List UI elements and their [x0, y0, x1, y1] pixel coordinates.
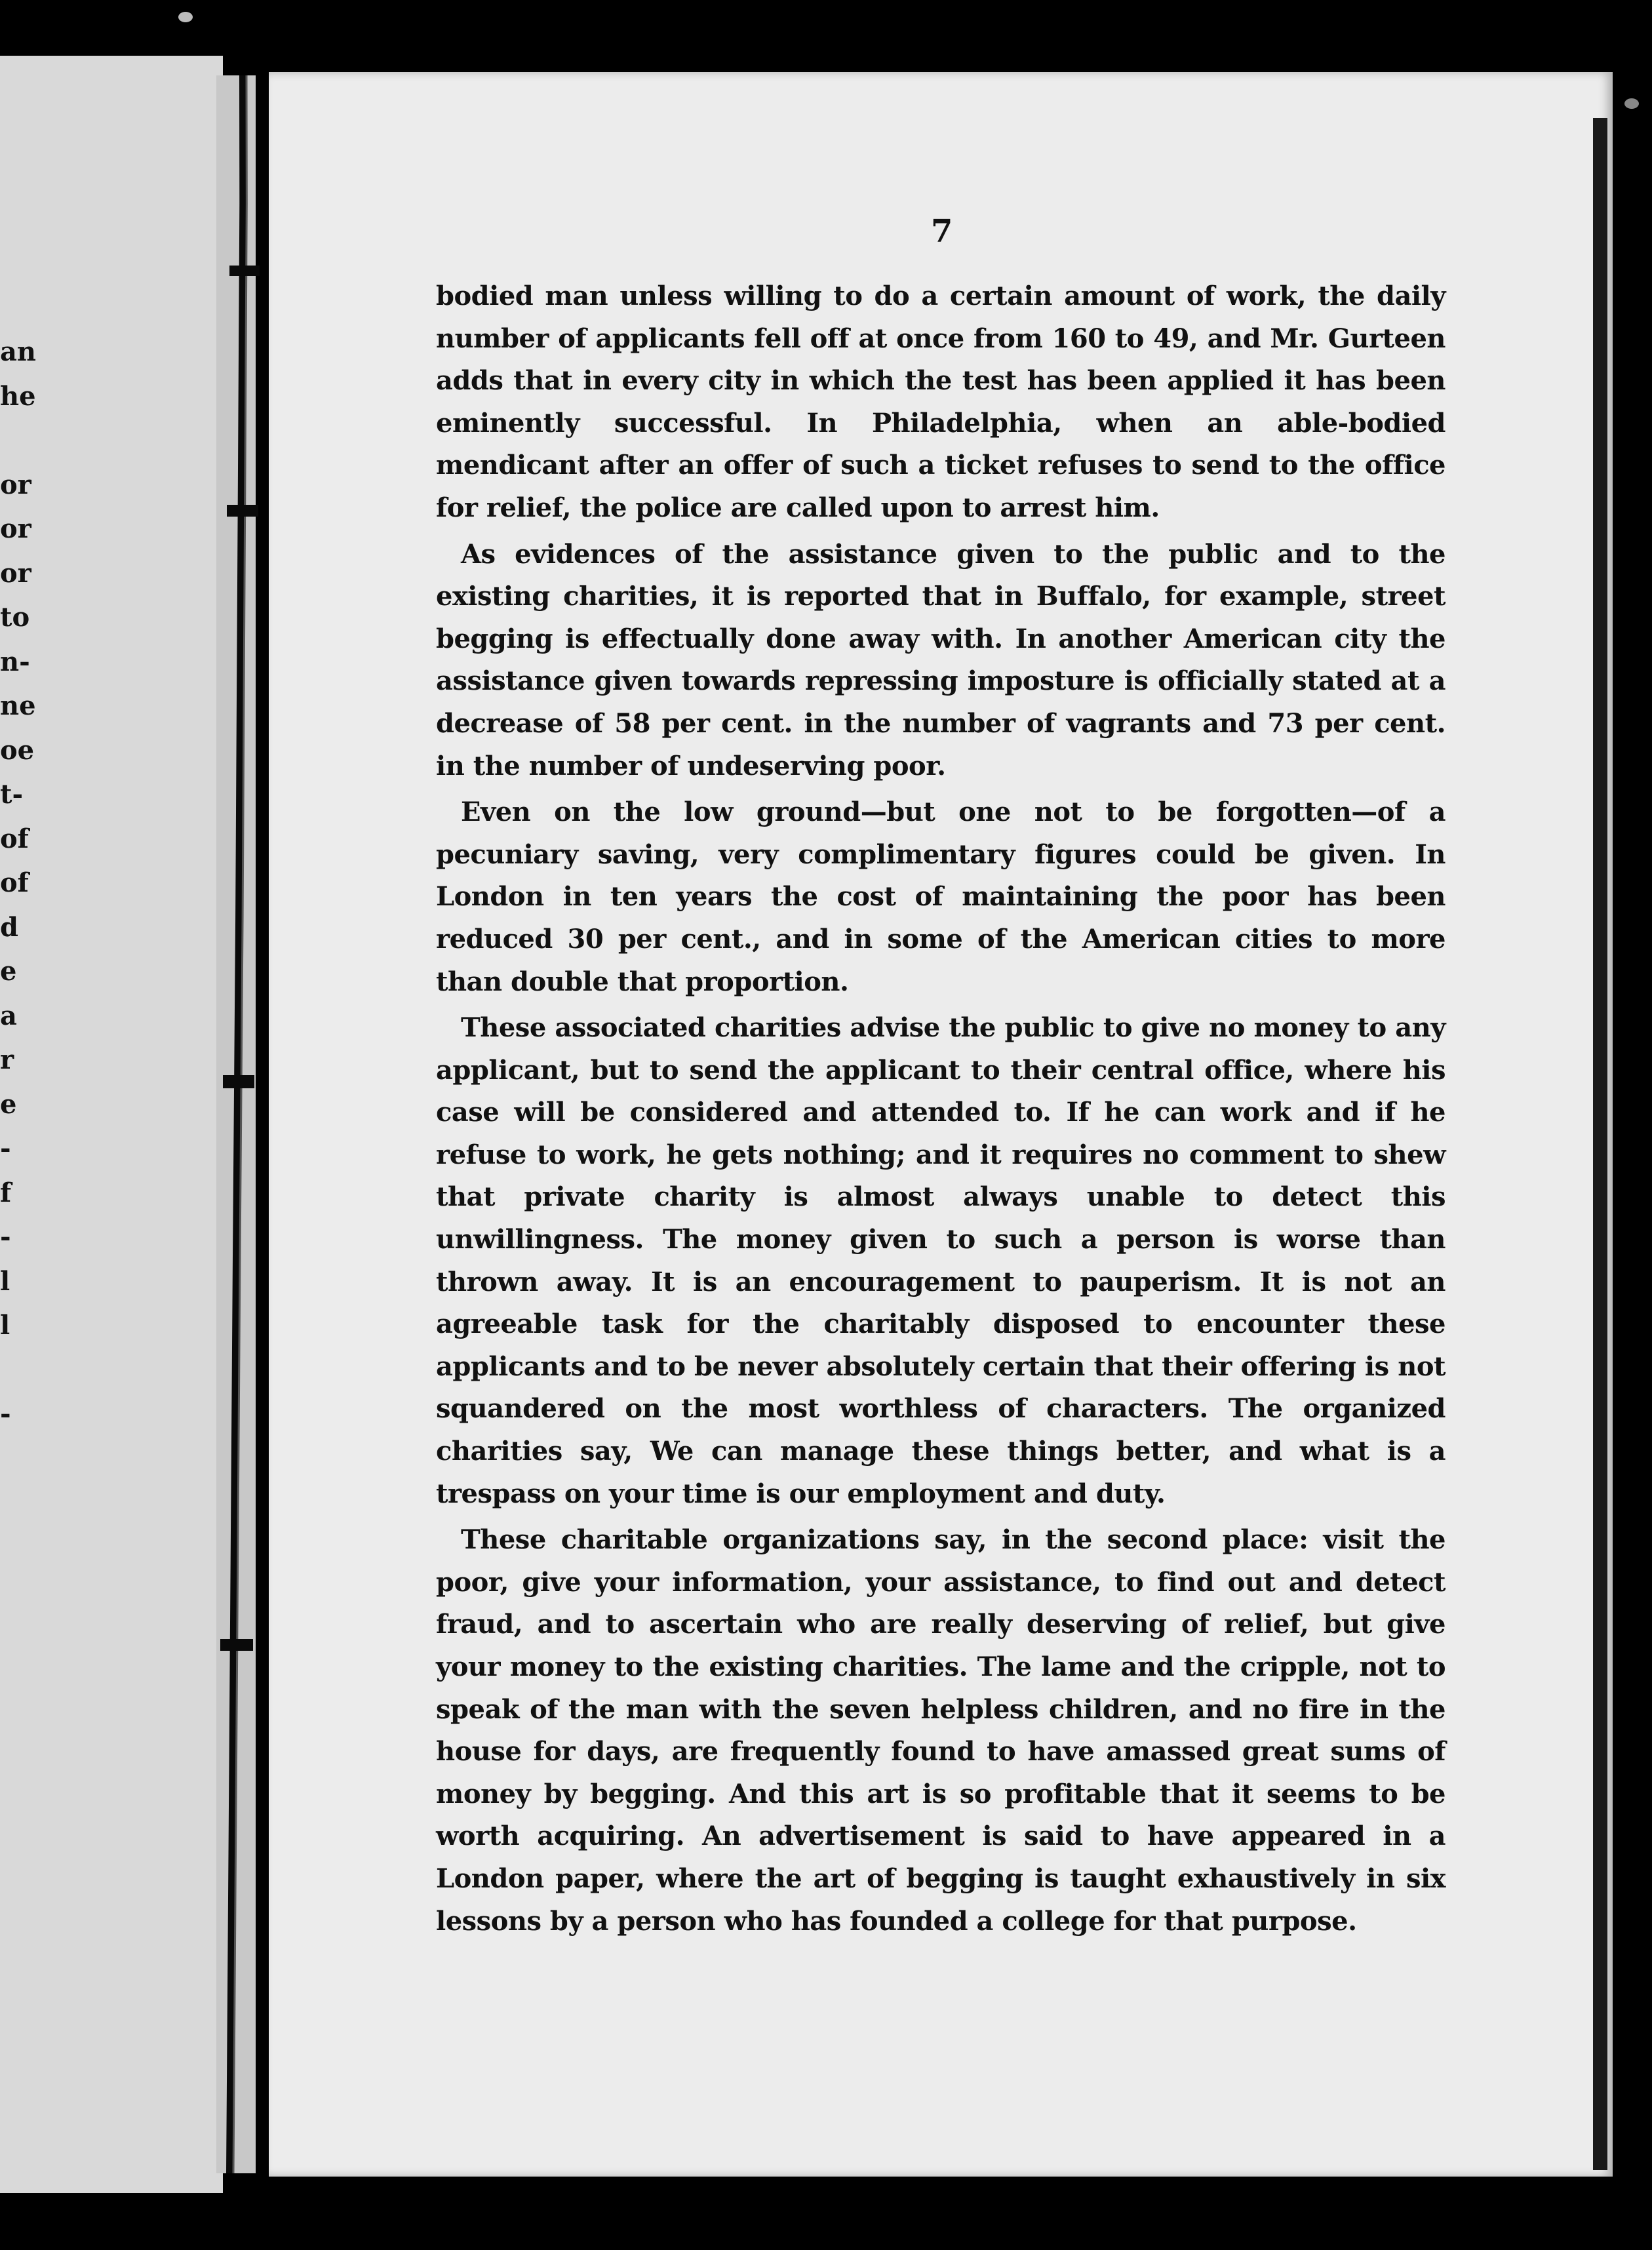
- binding-stitch: [227, 505, 258, 517]
- body-text: [436, 275, 1446, 1946]
- margin-fragment: of: [0, 823, 29, 854]
- paper-speck: [178, 12, 193, 22]
- paragraph: As evidences of the assistance given to the public and to the existing charities, it is reported that in Buffalo, for example, street begging is effectually done away with. In another American city the assistance given towards repressing imposture is officially stated at a decrease of 58 per cent. in the number of vagrants and 73 per cent. in the number of undeserving poor.: [436, 538, 1446, 781]
- margin-fragment: ne: [0, 690, 36, 721]
- margin-fragment: l: [0, 1265, 10, 1297]
- margin-fragment: oe: [0, 734, 35, 766]
- paragraph: bodied man unless willing to do a certain amount of work, the daily number of applicants fell off at once from 160 to 49, and Mr. Gurteen adds that in every city in which the test has been applied it has been eminently successful. In Philadelphia, when an able-bodied mendicant after an offer of such a ticket refuses to send to the office for relief, the police are called upon to arrest him.: [436, 281, 1446, 523]
- margin-fragment: l: [0, 1310, 10, 1341]
- binding-stitch: [220, 1639, 253, 1651]
- margin-fragment: or: [0, 469, 31, 500]
- left-facing-page: [0, 56, 223, 2193]
- paper-speck: [1624, 98, 1639, 109]
- margin-fragment: f: [0, 1177, 12, 1208]
- margin-fragment: of: [0, 867, 29, 898]
- margin-fragment: to: [0, 602, 30, 633]
- margin-fragment: e: [0, 956, 17, 987]
- page-number: 7: [931, 213, 953, 250]
- margin-fragment: or: [0, 557, 31, 589]
- margin-fragment: -: [0, 1398, 11, 1429]
- margin-fragment: a: [0, 1000, 17, 1031]
- left-page-margin-text: [0, 330, 79, 1436]
- paragraph: These associated charities advise the public to give no money to any applicant, but to send the applicant to their central office, where his case will be considered and attended to. If he can work and if he refuse to work, he gets nothing; and it requires no comment to shew that private charity is almost always unable to detect this unwillingness. The money given to such a person is worse than thrown away. It is an encouragement to pauperism. It is not an agreeable task for the charitably disposed to encounter these applicants and to be never absolutely certain that their offering is not squandered on the most worthless of characters. The organized charities say, We can manage these things better, and what is a trespass on your time is our employment and duty.: [436, 1012, 1446, 1509]
- margin-fragment: -: [0, 1221, 11, 1252]
- margin-fragment: [0, 1348, 79, 1392]
- margin-fragment: d: [0, 911, 18, 943]
- margin-fragment: n-: [0, 646, 30, 677]
- paragraph: Even on the low ground—but one not to be forgotten—of a pecuniary saving, very complimentary figures could be given. In London in ten years the cost of maintaining the poor has been reduced 30 per cent., and in some of the American cities to more than double that proportion.: [436, 797, 1446, 997]
- page-edge-shadow: [1593, 118, 1607, 2170]
- margin-fragment: an: [0, 336, 36, 367]
- margin-fragment: r: [0, 1044, 14, 1075]
- margin-fragment: t-: [0, 779, 24, 810]
- binding-spine: [216, 75, 273, 2173]
- margin-fragment: he: [0, 380, 36, 412]
- margin-fragment: [0, 418, 79, 463]
- margin-fragment: e: [0, 1088, 17, 1120]
- paragraph: These charitable organizations say, in the second place: visit the poor, give your information, your assistance, to find out and detect fraud, and to ascertain who are really deserving of relief, but give your money to the existing charities. The lame and the cripple, not to speak of the man with the seven helpless children, and no fire in the house for days, are frequently found to have amassed great sums of money by begging. And this art is so profitable that it seems to be worth acquiring. An advertisement is said to have appeared in a London paper, where the art of begging is taught exhaustively in six lessons by a person who has founded a college for that purpose.: [436, 1524, 1446, 1937]
- margin-fragment: -: [0, 1133, 11, 1164]
- binding-stitch: [223, 1075, 254, 1088]
- margin-fragment: or: [0, 513, 31, 544]
- binding-stitch: [229, 266, 260, 276]
